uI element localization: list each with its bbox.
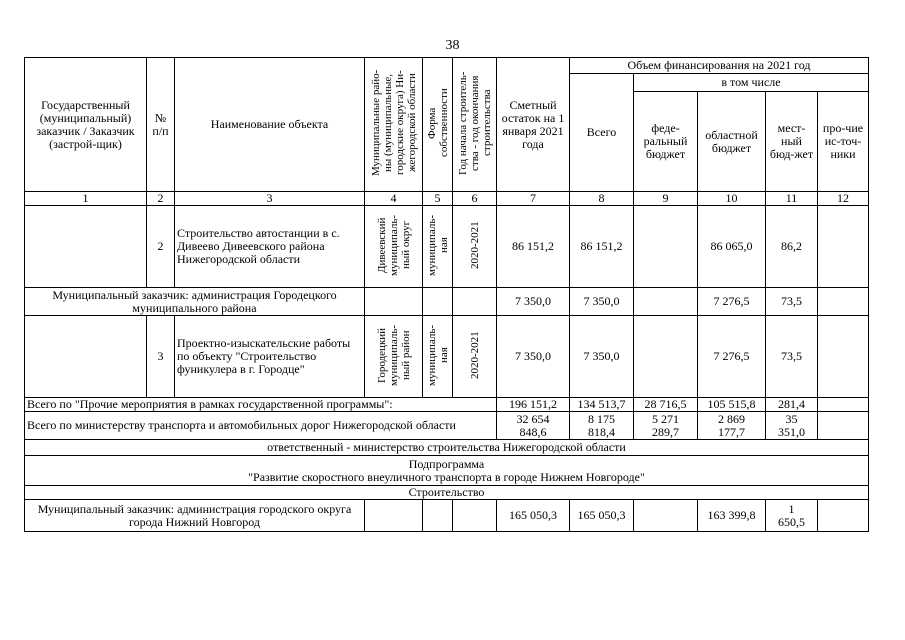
header-other: про-чие ис-точ-ники [818,92,869,192]
header-federal: феде-ральный бюджет [634,92,698,192]
cell-local: 73,5 [766,288,818,316]
program-total-label: Всего по "Прочие мероприятия в рамках государственной программы": [25,398,497,412]
header-years: Год начала строитель- ства - год окончания строительства [453,58,497,192]
cell-local: 73,5 [766,316,818,398]
table-row [25,288,869,316]
empty-cell [365,500,423,532]
cell-balance: 196 151,2 [497,398,570,412]
cell-local: 1 650,5 [766,500,818,532]
header-districts: Муниципальные райо- ны (муниципальные, городские округа) Ни- жегородской области [365,58,423,192]
header-local: мест-ный бюд-жет [766,92,818,192]
subprogram-name: "Развитие скоростного внеуличного транспорта в городе Нижнем Новгороде" [248,469,645,484]
empty-cell [453,500,497,532]
row-customer-empty [25,316,147,398]
header-funding: Объем финансирования на 2021 год [570,58,869,74]
cell-regional: 105 515,8 [698,398,766,412]
cell-balance: 32 654 848,6 [497,412,570,440]
object-name: Строительство автостанции в с. Дивеево Дивеевского района Нижегородской области [175,206,365,288]
row-num: 2 [147,206,175,288]
cell-regional: 163 399,8 [698,500,766,532]
column-number: 2 [147,192,175,206]
column-number-row [25,192,869,206]
municipal-customer: Муниципальный заказчик: администрация городского округа города Нижний Новгород [25,500,365,532]
object-name: Проектно-изыскательские работы по объекту "Строительство фуникулера в г. Городце" [175,316,365,398]
cell-regional: 2 869 177,7 [698,412,766,440]
cell-total: 7 350,0 [570,288,634,316]
cell-other [818,412,869,440]
cell-regional: 7 276,5 [698,288,766,316]
cell-federal [634,500,698,532]
cell-total: 134 513,7 [570,398,634,412]
financing-table [24,57,869,532]
cell-federal [634,316,698,398]
cell-other [818,288,869,316]
row-district: Городецкий муниципаль- ный район [365,316,423,398]
empty-cell [423,500,453,532]
ministry-total-label: Всего по министерству транспорта и автомобильных дорог Нижегородской области [25,412,497,440]
column-number: 9 [634,192,698,206]
cell-total: 8 175 818,4 [570,412,634,440]
cell-total: 165 050,3 [570,500,634,532]
row-years: 2020-2021 [453,206,497,288]
cell-regional: 7 276,5 [698,316,766,398]
cell-balance: 7 350,0 [497,316,570,398]
row-district: Дивеевский муниципаль- ный округ [365,206,423,288]
column-number: 1 [25,192,147,206]
empty-cell [365,288,423,316]
page-number: 38 [445,38,460,53]
header-customer: Государственный (муниципальный) заказчик / Заказчик (застрой-щик) [25,58,147,192]
empty-cell [423,288,453,316]
empty-cell [453,288,497,316]
header-ownership: Форма собственности [423,58,453,192]
table-row [25,500,869,532]
column-number: 12 [818,192,869,206]
cell-federal [634,206,698,288]
cell-federal: 28 716,5 [634,398,698,412]
cell-other [818,398,869,412]
header-regional: областной бюджет [698,92,766,192]
table-row [25,316,869,398]
cell-federal [634,288,698,316]
cell-other [818,500,869,532]
row-years: 2020-2021 [453,316,497,398]
cell-other [818,206,869,288]
cell-local: 281,4 [766,398,818,412]
total-row [25,398,869,412]
column-number: 3 [175,192,365,206]
cell-total: 86 151,2 [570,206,634,288]
cell-balance: 86 151,2 [497,206,570,288]
table-row [25,206,869,288]
column-number: 5 [423,192,453,206]
column-number: 10 [698,192,766,206]
construction-heading: Строительство [25,486,869,500]
cell-federal: 5 271 289,7 [634,412,698,440]
row-num: 3 [147,316,175,398]
column-number: 6 [453,192,497,206]
cell-balance: 165 050,3 [497,500,570,532]
subprogram-title: Подпрограмма [408,456,485,471]
row-ownership: муниципаль- ная [423,206,453,288]
cell-local: 86,2 [766,206,818,288]
column-number: 7 [497,192,570,206]
cell-total: 7 350,0 [570,316,634,398]
municipal-customer: Муниципальный заказчик: администрация Городецкого муниципального района [25,288,365,316]
column-number: 11 [766,192,818,206]
header-including: в том числе [634,74,869,92]
total-row [25,412,869,440]
header-num: № п/п [147,58,175,192]
header-balance: Сметный остаток на 1 января 2021 года [497,58,570,192]
cell-balance: 7 350,0 [497,288,570,316]
responsible-ministry: ответственный - министерство строительства Нижегородской области [25,440,869,456]
cell-local: 35 351,0 [766,412,818,440]
header-object-name: Наименование объекта [175,58,365,192]
row-ownership: муниципаль- ная [423,316,453,398]
subprogram-heading [25,456,869,486]
column-number: 8 [570,192,634,206]
cell-regional: 86 065,0 [698,206,766,288]
cell-other [818,316,869,398]
row-customer-empty [25,206,147,288]
column-number: 4 [365,192,423,206]
header-total: Всего [570,74,634,192]
